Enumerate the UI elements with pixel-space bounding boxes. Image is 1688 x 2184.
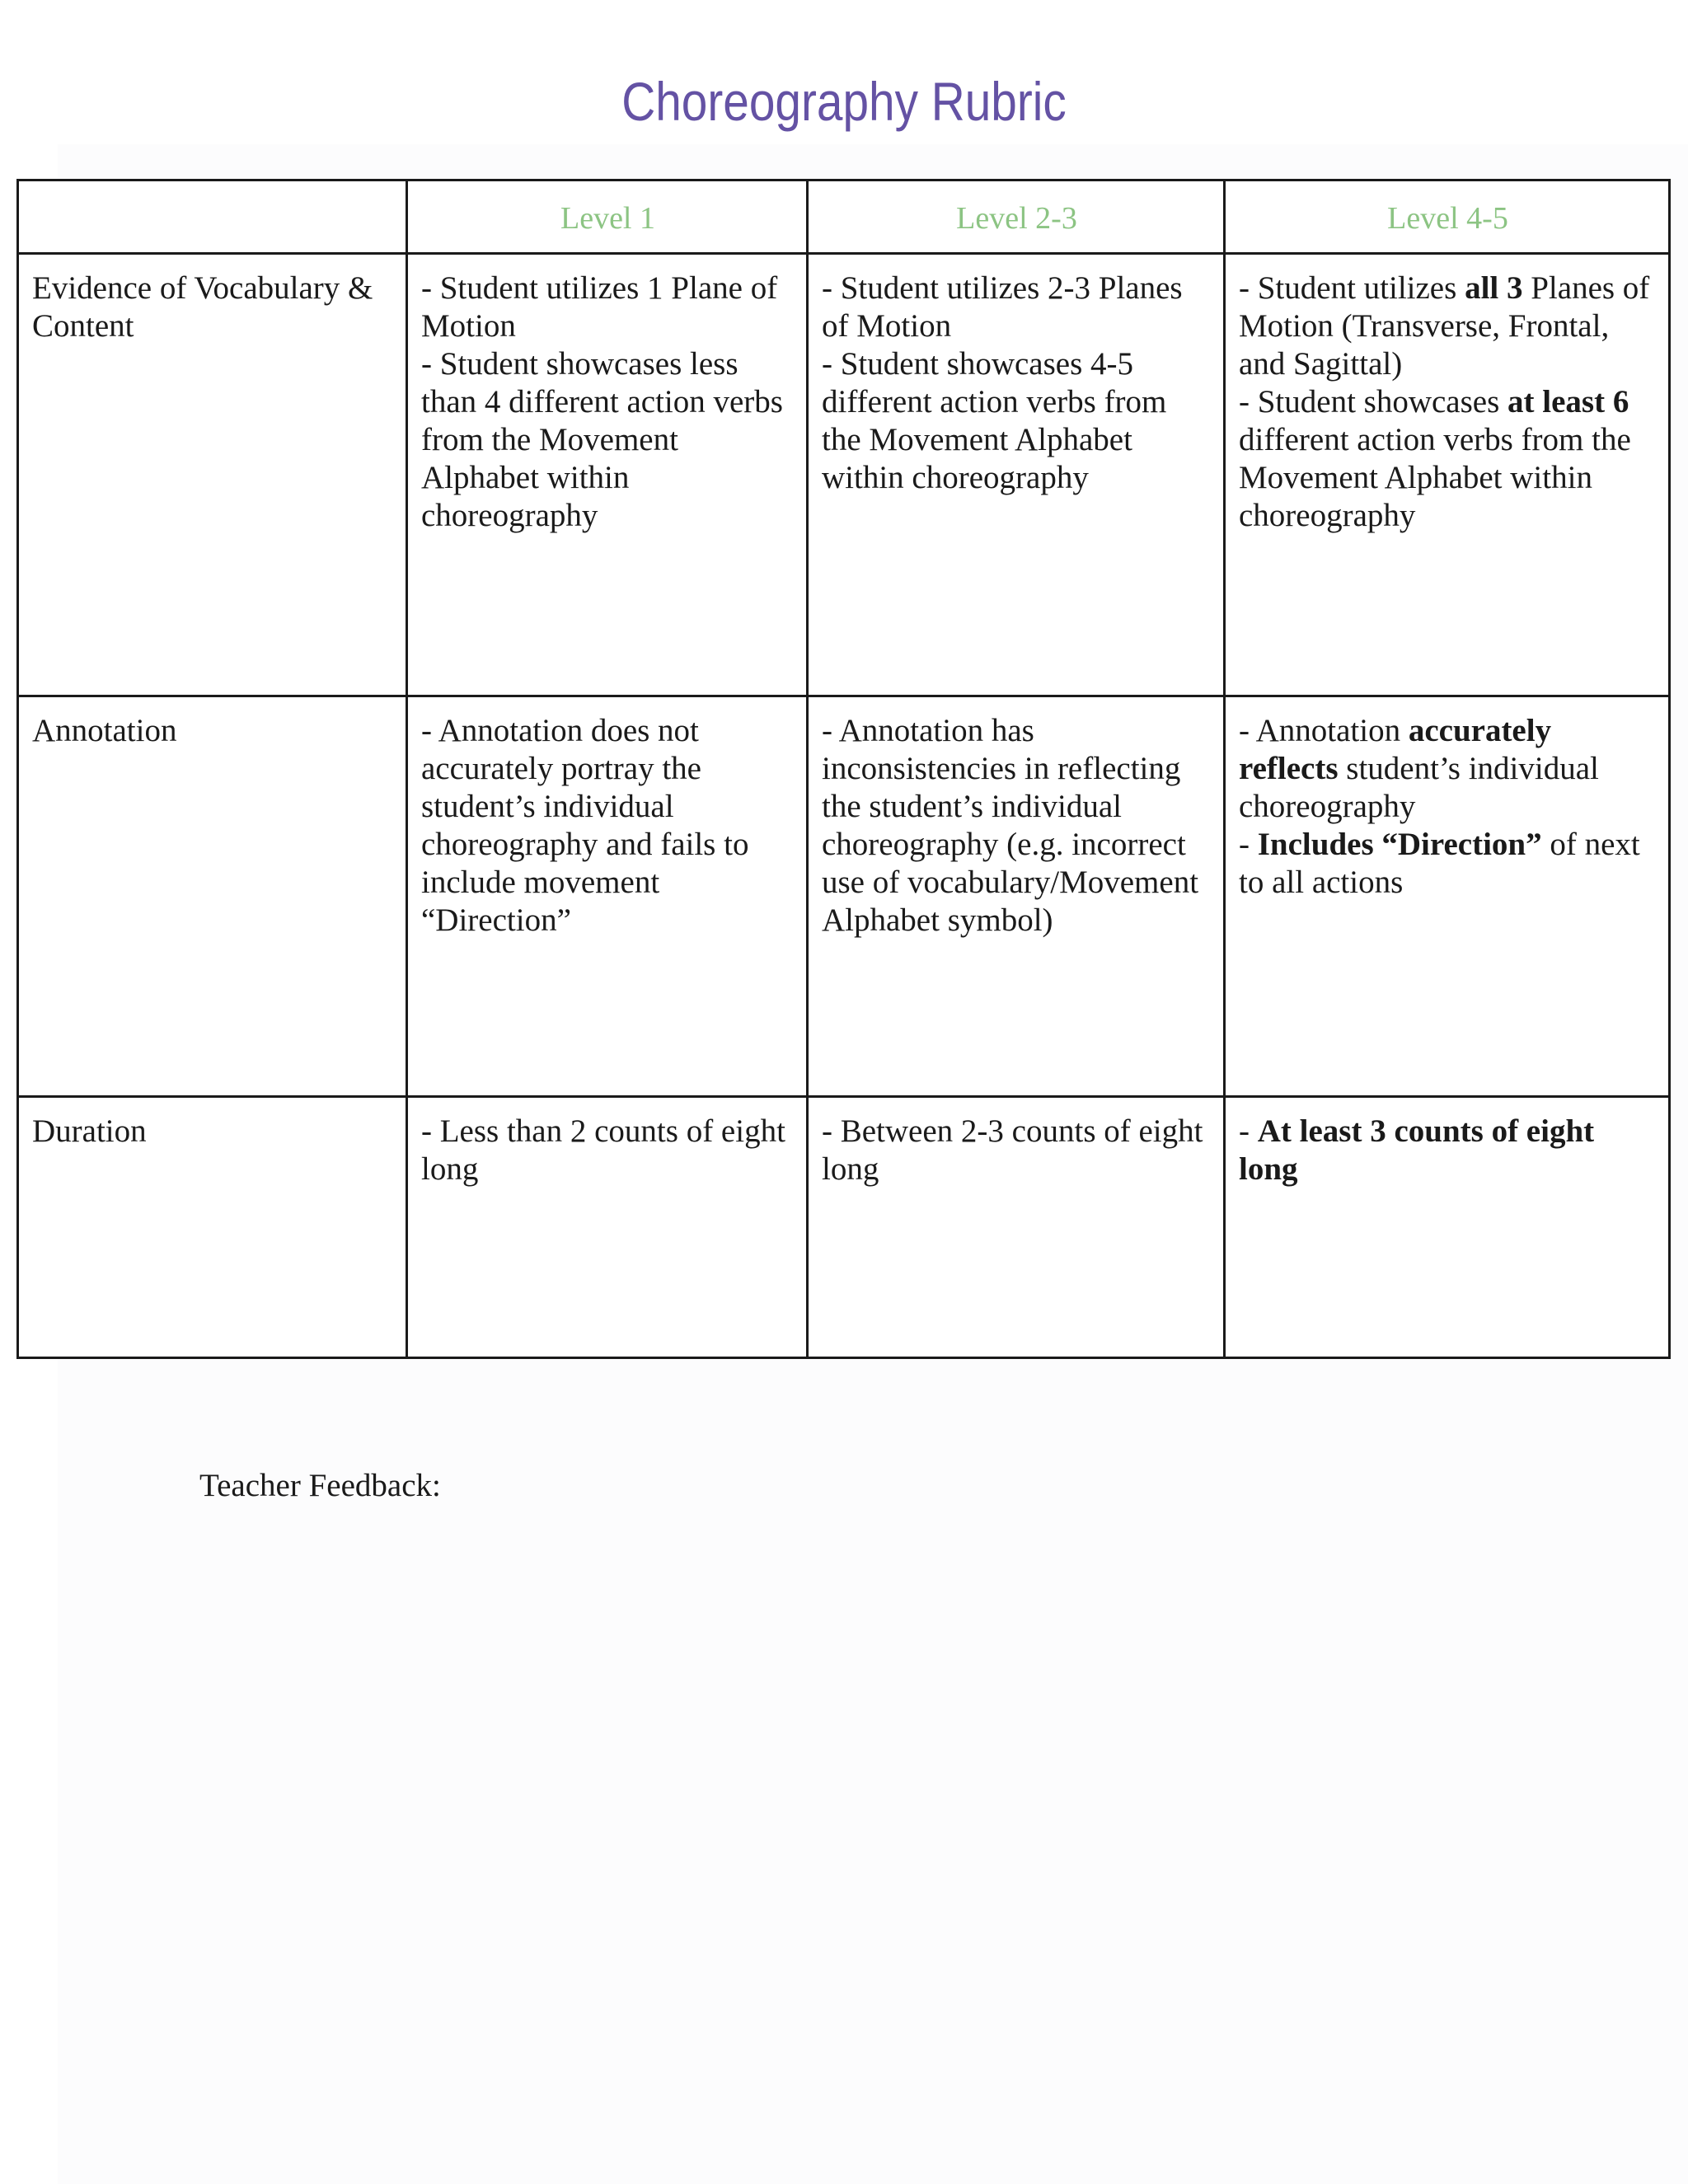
text-run: - Student showcases [1239, 384, 1508, 419]
cell-annotation-level-1: - Annotation does not accurately portray the student’s individual choreography and fails to include movement “Direction” [407, 696, 808, 1097]
text-run: of next to all actions [1239, 827, 1640, 900]
rubric-table [16, 179, 1671, 1359]
text-run: - [1239, 827, 1258, 862]
cell-duration-level-2-3: - Between 2-3 counts of eight long [808, 1097, 1225, 1358]
cell-line [1239, 269, 1657, 383]
page-title: Choreography Rubric [621, 71, 1067, 132]
cell-line [1239, 383, 1657, 535]
header-level-4-5: Level 4-5 [1225, 180, 1670, 254]
cell-line: - Student showcases less than 4 different action verbs from the Movement Alphabet within choreography [421, 346, 783, 533]
text-run: - Student utilizes [1239, 270, 1465, 306]
bold-run: all 3 [1465, 270, 1523, 306]
cell-vocabulary-level-1 [407, 254, 808, 696]
rubric-row-vocabulary [18, 254, 1670, 696]
teacher-feedback-label: Teacher Feedback: [199, 1468, 441, 1503]
cell-line [1239, 1113, 1657, 1188]
cell-vocabulary-level-4-5 [1225, 254, 1670, 696]
cell-duration-level-1: - Less than 2 counts of eight long [407, 1097, 808, 1358]
cell-line [1239, 712, 1657, 826]
row-label-annotation: Annotation [18, 696, 407, 1097]
bold-run: accurately reflects [1239, 713, 1552, 786]
text-run: Planes of Motion (Transverse, Frontal, and Sagittal) [1239, 270, 1650, 382]
cell-annotation-level-4-5 [1225, 696, 1670, 1097]
header-row [18, 180, 1670, 254]
cell-line: - Student utilizes 1 Plane of Motion [421, 270, 778, 344]
cell-line: - Student utilizes 2-3 Planes of Motion [822, 270, 1183, 344]
bold-run: At least 3 counts of eight long [1239, 1113, 1595, 1187]
text-run: - Annotation [1239, 713, 1409, 748]
corner-cell [18, 180, 407, 254]
cell-vocabulary-level-2-3 [808, 254, 1225, 696]
header-level-1: Level 1 [407, 180, 808, 254]
rubric-row-annotation [18, 696, 1670, 1097]
text-run: - [1239, 1113, 1258, 1149]
text-run: student’s individual choreography [1239, 751, 1599, 824]
row-label-duration: Duration [18, 1097, 407, 1358]
cell-duration-level-4-5 [1225, 1097, 1670, 1358]
cell-annotation-level-2-3: - Annotation has inconsistencies in reflecting the student’s individual choreography (e.g. incorrect use of vocabulary/Movement Alphabet symbol) [808, 696, 1225, 1097]
row-label-vocabulary: Evidence of Vocabulary & Content [18, 254, 407, 696]
rubric-row-duration [18, 1097, 1670, 1358]
bold-run: at least 6 [1507, 384, 1629, 419]
bold-run: Includes “Direction” [1257, 827, 1542, 862]
cell-line [1239, 826, 1657, 902]
header-level-2-3: Level 2-3 [808, 180, 1225, 254]
cell-line: - Student showcases 4-5 different action verbs from the Movement Alphabet within choreography [822, 346, 1167, 495]
text-run: different action verbs from the Movement Alphabet within choreography [1239, 422, 1631, 533]
